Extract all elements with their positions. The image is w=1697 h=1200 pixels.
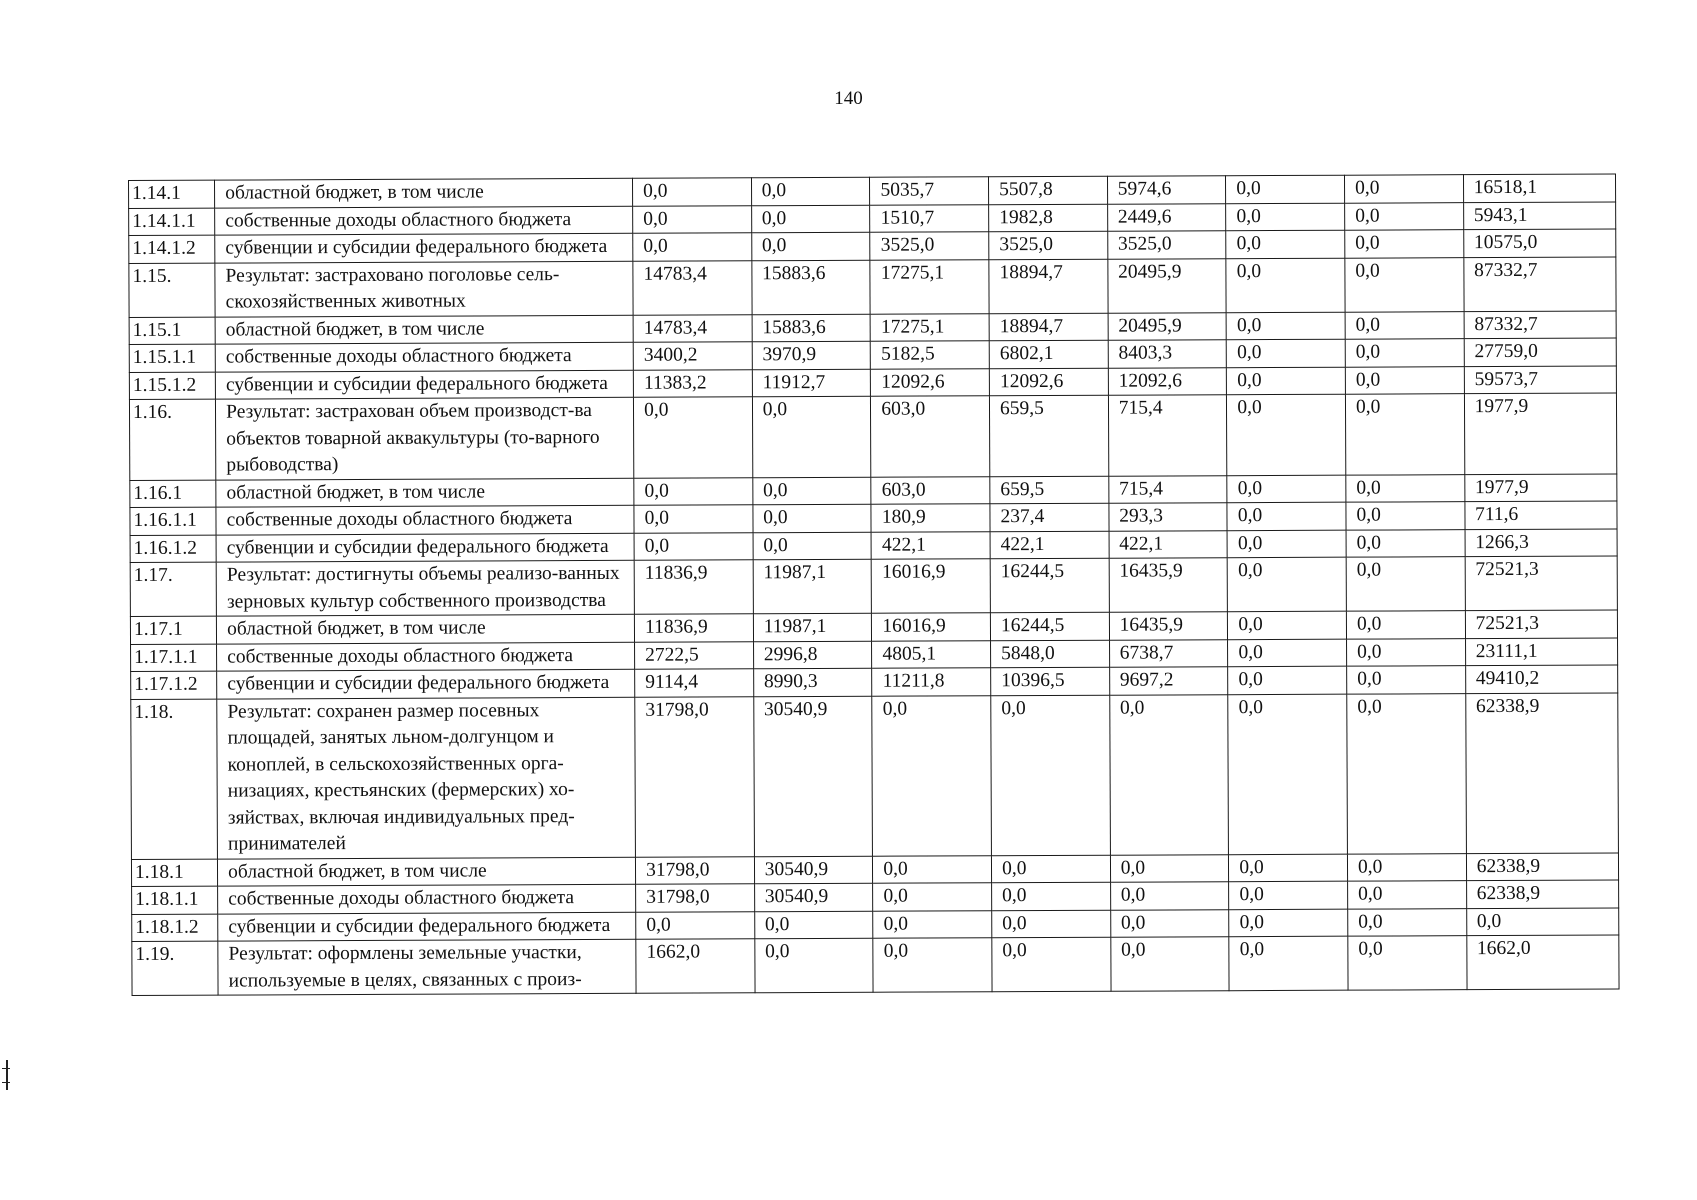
- table-row: [132, 935, 1619, 995]
- row-code: 1.15.1.1: [129, 344, 215, 372]
- value-cell: 5035,7: [870, 177, 989, 205]
- value-cell: 3525,0: [989, 231, 1108, 259]
- value-cell: 62338,9: [1466, 880, 1618, 908]
- budget-table-container: [128, 174, 1620, 996]
- row-description: собственные доходы областного бюджета: [218, 884, 636, 913]
- value-cell: 16016,9: [872, 559, 991, 614]
- value-cell: 3400,2: [633, 342, 752, 370]
- value-cell: 16518,1: [1463, 174, 1615, 202]
- row-code: 1.15.1: [129, 317, 215, 345]
- value-cell: 5943,1: [1463, 202, 1615, 230]
- value-cell: 31798,0: [636, 884, 755, 912]
- value-cell: 87332,7: [1464, 311, 1616, 339]
- row-code: 1.15.: [129, 263, 215, 317]
- value-cell: 14783,4: [633, 314, 752, 342]
- value-cell: 0,0: [1228, 611, 1347, 639]
- row-description: областной бюджет, в том числе: [215, 315, 633, 344]
- value-cell: 27759,0: [1464, 338, 1616, 366]
- value-cell: 16435,9: [1109, 558, 1228, 613]
- budget-table-body: [129, 174, 1620, 995]
- value-cell: 0,0: [1227, 530, 1346, 558]
- table-row: [130, 556, 1617, 616]
- value-cell: 0,0: [1347, 666, 1466, 694]
- value-cell: 23111,1: [1465, 638, 1617, 666]
- value-cell: 0,0: [1228, 639, 1347, 667]
- value-cell: 0,0: [873, 910, 992, 938]
- value-cell: 0,0: [634, 397, 753, 478]
- value-cell: 422,1: [1109, 530, 1228, 558]
- value-cell: 0,0: [1346, 502, 1465, 530]
- value-cell: 0,0: [1346, 474, 1465, 502]
- value-cell: 0,0: [633, 233, 752, 261]
- value-cell: 2449,6: [1107, 203, 1226, 231]
- value-cell: 12092,6: [989, 368, 1108, 396]
- value-cell: 11987,1: [753, 613, 872, 641]
- value-cell: 0,0: [753, 504, 872, 532]
- value-cell: 11211,8: [872, 668, 991, 696]
- value-cell: 72521,3: [1465, 610, 1617, 638]
- value-cell: 0,0: [1344, 175, 1463, 203]
- value-cell: 180,9: [871, 504, 990, 532]
- value-cell: 0,0: [1348, 881, 1467, 909]
- value-cell: 0,0: [753, 477, 872, 505]
- value-cell: 17275,1: [870, 313, 989, 341]
- row-description: субвенции и субсидии федерального бюджета: [215, 370, 633, 399]
- value-cell: 0,0: [1110, 882, 1229, 910]
- value-cell: 11836,9: [634, 614, 753, 642]
- value-cell: 0,0: [873, 883, 992, 911]
- value-cell: 1977,9: [1464, 474, 1616, 502]
- value-cell: 0,0: [1345, 339, 1464, 367]
- table-row: [129, 257, 1616, 317]
- page-number: 140: [834, 88, 863, 109]
- value-cell: 3525,0: [870, 232, 989, 260]
- value-cell: 0,0: [1110, 909, 1229, 937]
- value-cell: 12092,6: [1108, 367, 1227, 395]
- value-cell: 0,0: [754, 911, 873, 939]
- row-description: субвенции и субсидии федерального бюджета: [218, 912, 636, 941]
- value-cell: 87332,7: [1464, 257, 1617, 312]
- value-cell: 15883,6: [752, 314, 871, 342]
- value-cell: 16016,9: [872, 613, 991, 641]
- value-cell: 5848,0: [991, 640, 1110, 668]
- value-cell: 1982,8: [989, 204, 1108, 232]
- value-cell: 10396,5: [991, 667, 1110, 695]
- value-cell: 2996,8: [753, 641, 872, 669]
- value-cell: 0,0: [1227, 502, 1346, 530]
- value-cell: 59573,7: [1464, 366, 1616, 394]
- value-cell: 0,0: [1346, 529, 1465, 557]
- value-cell: 0,0: [1110, 854, 1229, 882]
- value-cell: 0,0: [1347, 693, 1466, 854]
- value-cell: 30540,9: [754, 883, 873, 911]
- table-row: [131, 693, 1619, 859]
- value-cell: 11836,9: [634, 560, 753, 615]
- value-cell: 0,0: [1226, 230, 1345, 258]
- value-cell: 5182,5: [871, 341, 990, 369]
- row-description: Результат: сохранен размер посевных площадей, занятых льном-долгунцом и коноплей, в сельскохозяйственных орга-низациях, крестьянских (фермерских) хо-зяйствах, включая индивидуальных пред-принимателей: [217, 697, 636, 859]
- value-cell: 0,0: [1111, 937, 1230, 992]
- row-description: Результат: оформлены земельные участки, используемые в целях, связанных с произ-: [218, 939, 636, 995]
- value-cell: 16244,5: [990, 558, 1109, 613]
- value-cell: 0,0: [991, 695, 1110, 856]
- row-code: 1.19.: [132, 941, 218, 995]
- value-cell: 8990,3: [753, 668, 872, 696]
- value-cell: 0,0: [633, 178, 752, 206]
- value-cell: 9114,4: [635, 669, 754, 697]
- value-cell: 0,0: [873, 938, 992, 993]
- value-cell: 603,0: [871, 476, 990, 504]
- value-cell: 0,0: [1226, 175, 1345, 203]
- row-description: областной бюджет, в том числе: [216, 478, 634, 507]
- value-cell: 0,0: [751, 177, 870, 205]
- value-cell: 0,0: [1348, 908, 1467, 936]
- value-cell: 31798,0: [636, 856, 755, 884]
- value-cell: 0,0: [1229, 881, 1348, 909]
- value-cell: 4805,1: [872, 640, 991, 668]
- row-code: 1.18.1.1: [132, 886, 218, 914]
- value-cell: 0,0: [992, 937, 1111, 992]
- value-cell: 0,0: [1227, 367, 1346, 395]
- row-description: собственные доходы областного бюджета: [217, 642, 635, 671]
- value-cell: 20495,9: [1108, 312, 1227, 340]
- value-cell: 0,0: [1345, 311, 1464, 339]
- row-code: 1.16.: [129, 399, 215, 480]
- value-cell: 0,0: [1345, 394, 1464, 475]
- value-cell: 14783,4: [633, 260, 752, 315]
- value-cell: 30540,9: [754, 856, 873, 884]
- value-cell: 18894,7: [989, 259, 1108, 314]
- row-code: 1.18.1.2: [132, 914, 218, 942]
- value-cell: 12092,6: [871, 368, 990, 396]
- row-code: 1.14.1.1: [129, 208, 215, 236]
- row-code: 1.16.1: [130, 480, 216, 508]
- value-cell: 0,0: [1345, 230, 1464, 258]
- value-cell: 5507,8: [989, 176, 1108, 204]
- row-description: собственные доходы областного бюджета: [216, 505, 634, 534]
- margin-tick: [6, 1060, 8, 1090]
- value-cell: 0,0: [636, 911, 755, 939]
- value-cell: 0,0: [1345, 366, 1464, 394]
- value-cell: 0,0: [1226, 203, 1345, 231]
- value-cell: 20495,9: [1108, 258, 1227, 313]
- row-code: 1.17.1: [130, 616, 216, 644]
- value-cell: 5974,6: [1107, 176, 1226, 204]
- row-code: 1.16.1.2: [130, 535, 216, 563]
- row-code: 1.17.1.2: [131, 671, 217, 699]
- row-code: 1.17.1.1: [131, 644, 217, 672]
- value-cell: 0,0: [991, 855, 1110, 883]
- value-cell: 237,4: [990, 503, 1109, 531]
- value-cell: 11987,1: [753, 559, 872, 614]
- value-cell: 49410,2: [1465, 665, 1617, 693]
- value-cell: 6738,7: [1109, 639, 1228, 667]
- row-description: областной бюджет, в том числе: [215, 178, 633, 207]
- value-cell: 293,3: [1109, 503, 1228, 531]
- value-cell: 0,0: [634, 505, 753, 533]
- value-cell: 30540,9: [753, 696, 872, 857]
- row-description: Результат: застрахован объем производст-ва объектов товарной аквакультуры (то-варного рыбоводства): [216, 397, 634, 479]
- row-code: 1.15.1.2: [129, 372, 215, 400]
- row-description: областной бюджет, в том числе: [217, 614, 635, 643]
- value-cell: 0,0: [1346, 557, 1465, 612]
- row-code: 1.17.: [130, 562, 216, 616]
- value-cell: 1662,0: [1466, 935, 1619, 990]
- row-description: субвенции и субсидии федерального бюджета: [215, 233, 633, 262]
- value-cell: 1510,7: [870, 204, 989, 232]
- row-description: Результат: достигнуты объемы реализо-ванных зерновых культур собственного производства: [216, 560, 634, 616]
- value-cell: 72521,3: [1465, 556, 1618, 611]
- row-description: областной бюджет, в том числе: [218, 857, 636, 886]
- value-cell: 0,0: [752, 396, 871, 477]
- value-cell: 0,0: [1227, 394, 1346, 475]
- value-cell: 0,0: [1466, 908, 1618, 936]
- value-cell: 0,0: [1226, 312, 1345, 340]
- value-cell: 0,0: [1346, 611, 1465, 639]
- value-cell: 0,0: [633, 205, 752, 233]
- row-description: собственные доходы областного бюджета: [215, 342, 633, 371]
- value-cell: 0,0: [634, 532, 753, 560]
- budget-table: [128, 174, 1620, 996]
- row-description: субвенции и субсидии федерального бюджета: [216, 533, 634, 562]
- table-row: [129, 393, 1616, 480]
- value-cell: 0,0: [1227, 475, 1346, 503]
- value-cell: 603,0: [871, 396, 990, 477]
- value-cell: 8403,3: [1108, 340, 1227, 368]
- value-cell: 0,0: [1345, 202, 1464, 230]
- value-cell: 0,0: [992, 910, 1111, 938]
- value-cell: 0,0: [1109, 694, 1228, 855]
- row-code: 1.18.1: [131, 859, 217, 887]
- value-cell: 422,1: [990, 531, 1109, 559]
- value-cell: 659,5: [990, 476, 1109, 504]
- value-cell: 1977,9: [1464, 393, 1617, 474]
- value-cell: 0,0: [992, 882, 1111, 910]
- value-cell: 11383,2: [633, 369, 752, 397]
- value-cell: 0,0: [1229, 909, 1348, 937]
- value-cell: 15883,6: [752, 260, 871, 315]
- value-cell: 715,4: [1108, 475, 1227, 503]
- value-cell: 3525,0: [1107, 231, 1226, 259]
- value-cell: 0,0: [1227, 339, 1346, 367]
- value-cell: 16435,9: [1109, 612, 1228, 640]
- value-cell: 62338,9: [1465, 693, 1618, 854]
- value-cell: 0,0: [1228, 666, 1347, 694]
- value-cell: 715,4: [1108, 395, 1227, 476]
- value-cell: 31798,0: [635, 696, 754, 857]
- value-cell: 17275,1: [870, 259, 989, 314]
- value-cell: 18894,7: [989, 313, 1108, 341]
- value-cell: 0,0: [751, 232, 870, 260]
- value-cell: 0,0: [1228, 694, 1347, 855]
- value-cell: 0,0: [634, 477, 753, 505]
- row-code: 1.18.: [131, 699, 218, 859]
- value-cell: 422,1: [871, 531, 990, 559]
- value-cell: 0,0: [873, 855, 992, 883]
- value-cell: 659,5: [989, 395, 1108, 476]
- value-cell: 11912,7: [752, 369, 871, 397]
- value-cell: 711,6: [1465, 501, 1617, 529]
- value-cell: 1266,3: [1465, 529, 1617, 557]
- value-cell: 0,0: [1345, 257, 1464, 312]
- value-cell: 0,0: [1347, 853, 1466, 881]
- value-cell: 6802,1: [989, 340, 1108, 368]
- row-description: Результат: застраховано поголовье сель-скохозяйственных животных: [215, 261, 633, 317]
- value-cell: 0,0: [755, 938, 874, 993]
- value-cell: 0,0: [1229, 936, 1348, 991]
- row-description: субвенции и субсидии федерального бюджета: [217, 669, 635, 698]
- value-cell: 0,0: [753, 532, 872, 560]
- row-description: собственные доходы областного бюджета: [215, 206, 633, 235]
- value-cell: 9697,2: [1109, 667, 1228, 695]
- value-cell: 0,0: [1226, 258, 1345, 313]
- value-cell: 2722,5: [635, 641, 754, 669]
- value-cell: 1662,0: [636, 939, 755, 994]
- value-cell: 0,0: [872, 695, 991, 856]
- value-cell: 0,0: [1229, 854, 1348, 882]
- value-cell: 3970,9: [752, 341, 871, 369]
- value-cell: 62338,9: [1466, 853, 1618, 881]
- value-cell: 0,0: [751, 205, 870, 233]
- value-cell: 10575,0: [1463, 229, 1615, 257]
- row-code: 1.14.1.2: [129, 235, 215, 263]
- value-cell: 16244,5: [990, 612, 1109, 640]
- row-code: 1.14.1: [129, 180, 215, 208]
- value-cell: 0,0: [1347, 638, 1466, 666]
- value-cell: 0,0: [1348, 936, 1467, 991]
- value-cell: 0,0: [1228, 557, 1347, 612]
- row-code: 1.16.1.1: [130, 507, 216, 535]
